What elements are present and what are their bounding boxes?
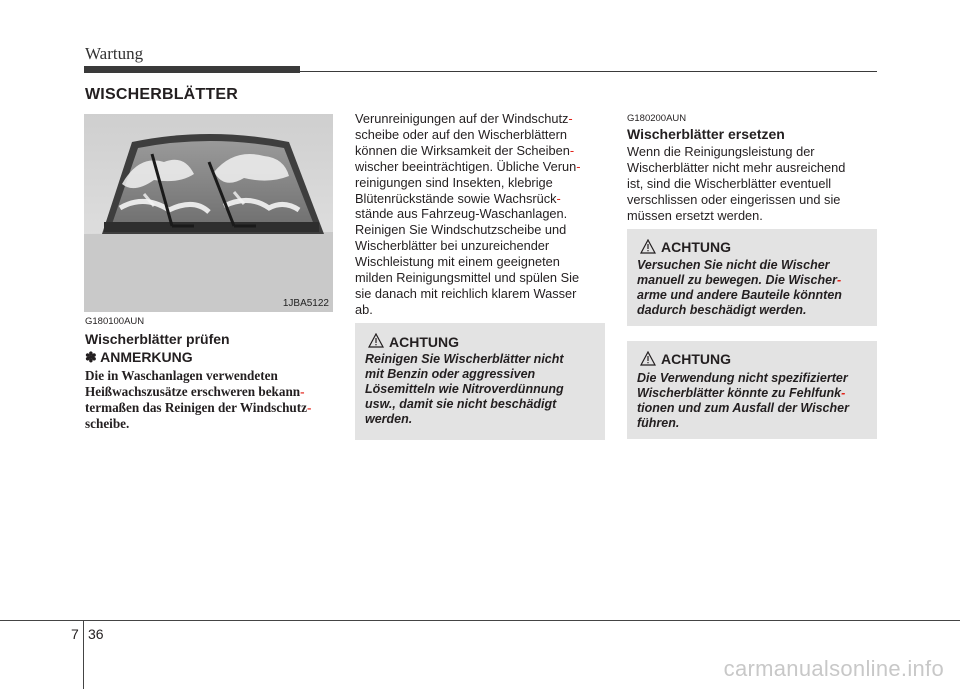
text-line: Wenn die Reinigungsleistung der xyxy=(627,144,815,159)
warning-box-unspecified xyxy=(627,341,877,439)
text-line: stände aus Fahrzeug-Waschanlagen. xyxy=(355,206,568,222)
photo-label: 1JBA5122 xyxy=(282,298,329,309)
right-paragraph xyxy=(627,144,877,224)
warning-heading: ACHTUNG xyxy=(661,239,731,255)
text-line: können die Wirksamkeit der Scheiben- xyxy=(355,142,575,158)
middle-paragraph xyxy=(355,111,604,318)
section-code-right: G180200AUN xyxy=(627,113,687,124)
windshield-illustration xyxy=(84,114,333,312)
text-line: Wischleistung mit einem geeigneten xyxy=(355,254,560,270)
text-line: Wischerblätter bei unzureichender xyxy=(355,238,550,254)
text-line: müssen ersetzt werden. xyxy=(627,207,763,223)
text-line: scheibe oder auf den Wischerblättern xyxy=(355,126,567,142)
text-line: Verunreinigungen auf der Windschutz- xyxy=(355,111,573,126)
note-text xyxy=(85,368,333,432)
warning-text: Reinigen Sie Wischerblätter nicht mit Benzin oder aggressiven Lösemitteln wie Nitroverdünnung usw., damit sie nicht beschädigt werden. xyxy=(365,352,564,426)
header-title: Wartung xyxy=(85,44,144,63)
text-line: ist, sind die Wischerblätter eventuell xyxy=(627,175,832,191)
text-line: wischer beeinträchtigen. Übliche Verun- xyxy=(355,158,581,174)
note-line: Heißwachszusätze erschweren bekann- xyxy=(85,384,305,399)
text-line: Wischerblätter nicht mehr ausreichend xyxy=(627,159,846,175)
text-line: verschlissen oder eingerissen und sie xyxy=(627,191,841,207)
header-bar xyxy=(84,66,300,73)
header-rule xyxy=(300,71,877,72)
warning-triangle-icon xyxy=(368,333,384,348)
warning-text: Versuchen Sie nicht die Wischer manuell zu bewegen. Die Wischer- arme und andere Bauteile könnten dadurch beschädigt werden. xyxy=(637,258,842,317)
text-line: ab. xyxy=(355,301,373,317)
subtitle-check: Wischerblätter prüfen xyxy=(85,331,230,347)
note-line: scheibe. xyxy=(85,416,130,431)
warning-text: Die Verwendung nicht spezifizierter Wischerblätter könnte zu Fehlfunk- tionen und zum Ausfall der Wischer führen. xyxy=(637,371,849,430)
warning-triangle-icon xyxy=(640,239,656,254)
text-line: reinigungen sind Insekten, klebrige xyxy=(355,174,553,190)
footer-divider xyxy=(83,620,84,689)
warning-triangle-icon xyxy=(640,351,656,366)
subtitle-replace: Wischerblätter ersetzen xyxy=(627,126,785,142)
page-number: 36 xyxy=(88,626,104,642)
text-line: Blütenrückstände sowie Wachsrück- xyxy=(355,190,561,206)
note-heading: ✽ ANMERKUNG xyxy=(85,349,193,365)
text-line: sie danach mit reichlich klarem Wasser xyxy=(355,285,577,301)
windshield-photo xyxy=(84,114,333,312)
note-line: Die in Waschanlagen verwendeten xyxy=(85,368,278,383)
note-line: termaßen das Reinigen der Windschutz- xyxy=(85,400,312,415)
warning-box-cleaning xyxy=(355,323,605,440)
warning-heading: ACHTUNG xyxy=(389,334,459,350)
section-title: WISCHERBLÄTTER xyxy=(85,86,239,103)
footer-rule xyxy=(0,620,960,621)
page-section-number: 7 xyxy=(71,626,79,642)
warning-heading: ACHTUNG xyxy=(661,351,731,367)
text-line: milden Reinigungsmittel und spülen Sie xyxy=(355,270,580,286)
text-line: Reinigen Sie Windschutzscheibe und xyxy=(355,222,567,238)
watermark: carmanualsonline.info xyxy=(723,656,944,681)
warning-box-manual xyxy=(627,229,877,326)
section-code-left: G180100AUN xyxy=(85,316,145,327)
